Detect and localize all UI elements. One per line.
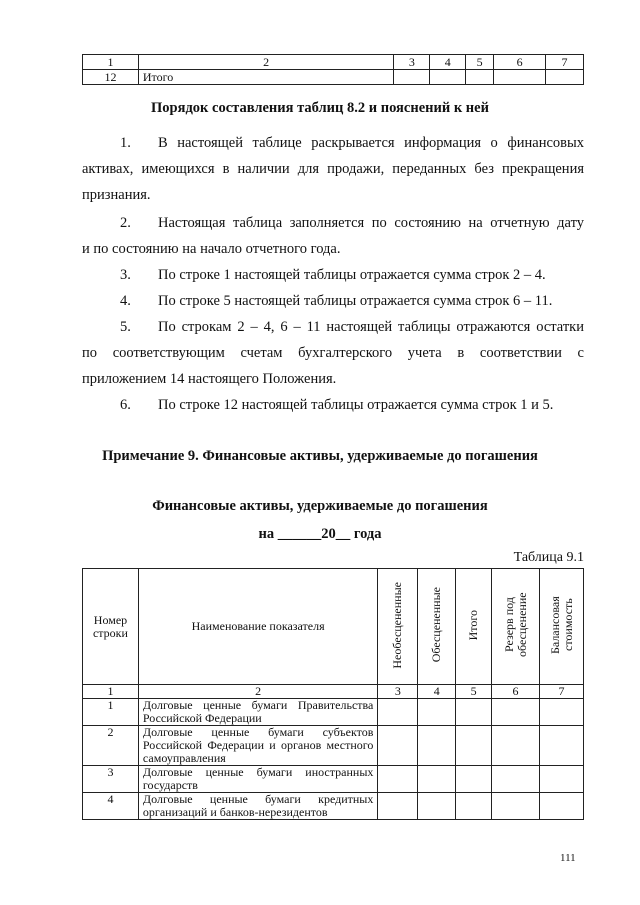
table-header-row bbox=[83, 569, 584, 685]
row-name: Итого bbox=[138, 70, 393, 85]
empty-cell bbox=[378, 699, 418, 726]
header-row-number: Номер строки bbox=[83, 569, 139, 685]
header-text: Обесцененные bbox=[429, 587, 444, 663]
col-number: 3 bbox=[394, 55, 430, 70]
col-number: 7 bbox=[540, 685, 584, 699]
empty-cell bbox=[418, 726, 456, 766]
row-number: 3 bbox=[83, 766, 139, 793]
empty-cell bbox=[456, 726, 492, 766]
empty-cell bbox=[418, 793, 456, 820]
header-text: Итого bbox=[466, 609, 481, 641]
table-9-1 bbox=[82, 568, 584, 820]
item-number: 1. bbox=[120, 135, 131, 151]
empty-cell bbox=[378, 766, 418, 793]
col-number: 7 bbox=[546, 55, 584, 70]
text-line: и по состоянию на начало отчетного года. bbox=[82, 241, 341, 257]
paragraph-2 bbox=[82, 210, 584, 262]
row-name: Долговые ценные бумаги субъектов Российской Федерации и органов местного самоуправления bbox=[138, 726, 377, 766]
header-text: Необесцененные bbox=[390, 581, 405, 669]
col-number: 6 bbox=[492, 685, 540, 699]
item-number: 4. bbox=[120, 293, 131, 309]
row-name: Долговые ценные бумаги кредитных организаций и банков-нерезидентов bbox=[138, 793, 377, 820]
empty-cell bbox=[456, 766, 492, 793]
text-line: приложением 14 настоящего Положения. bbox=[82, 371, 337, 387]
row-number: 2 bbox=[83, 726, 139, 766]
item-number: 2. bbox=[120, 215, 131, 231]
column-number-row bbox=[83, 685, 584, 699]
col-number: 5 bbox=[456, 685, 492, 699]
item-number: 5. bbox=[120, 319, 131, 335]
table-row bbox=[83, 70, 584, 85]
text-line: По строке 1 настоящей таблицы отражается сумма строк 2 – 4. bbox=[158, 267, 546, 283]
empty-cell bbox=[430, 70, 466, 85]
table-row bbox=[83, 726, 584, 766]
empty-cell bbox=[492, 766, 540, 793]
note-heading: Примечание 9. Финансовые активы, удерживаемые до погашения bbox=[102, 448, 538, 464]
empty-cell bbox=[394, 70, 430, 85]
empty-cell bbox=[378, 726, 418, 766]
paragraph-1 bbox=[82, 130, 584, 208]
empty-cell bbox=[378, 793, 418, 820]
col-number: 4 bbox=[418, 685, 456, 699]
col-number: 4 bbox=[430, 55, 466, 70]
paragraph-5 bbox=[82, 314, 584, 392]
header-col4 bbox=[418, 569, 456, 685]
row-number: 4 bbox=[83, 793, 139, 820]
header-col3 bbox=[378, 569, 418, 685]
header-col7 bbox=[540, 569, 584, 685]
header-col6 bbox=[492, 569, 540, 685]
row-number: 12 bbox=[83, 70, 139, 85]
empty-cell bbox=[418, 766, 456, 793]
empty-cell bbox=[466, 70, 494, 85]
col-number: 6 bbox=[494, 55, 546, 70]
continuation-table bbox=[82, 54, 584, 85]
text-line: активах, имеющихся в наличии для продажи, переданных без прекращения bbox=[82, 161, 584, 177]
text-line: По строке 12 настоящей таблицы отражается сумма строк 1 и 5. bbox=[158, 397, 554, 413]
col-number: 3 bbox=[378, 685, 418, 699]
table-label: Таблица 9.1 bbox=[513, 550, 584, 565]
col-number: 2 bbox=[138, 55, 393, 70]
empty-cell bbox=[546, 70, 584, 85]
col-number: 1 bbox=[83, 685, 139, 699]
table-row bbox=[83, 793, 584, 820]
paragraph-4 bbox=[82, 288, 584, 314]
row-name: Долговые ценные бумаги Правительства Российской Федерации bbox=[138, 699, 377, 726]
row-number: 1 bbox=[83, 699, 139, 726]
header-text: Резерв под обесценение bbox=[501, 592, 529, 658]
section-heading: Порядок составления таблиц 8.2 и пояснений к ней bbox=[151, 100, 489, 116]
empty-cell bbox=[494, 70, 546, 85]
page-number: 111 bbox=[560, 852, 576, 864]
table-header-row bbox=[83, 55, 584, 70]
table-title: Финансовые активы, удерживаемые до погашения bbox=[152, 498, 488, 514]
paragraph-6 bbox=[82, 392, 584, 418]
table-row bbox=[83, 766, 584, 793]
empty-cell bbox=[540, 793, 584, 820]
text-line: признания. bbox=[82, 187, 151, 203]
row-name: Долговые ценные бумаги иностранных государств bbox=[138, 766, 377, 793]
item-number: 6. bbox=[120, 397, 131, 413]
text-line: Настоящая таблица заполняется по состоянию на отчетную дату bbox=[158, 215, 584, 231]
header-name: Наименование показателя bbox=[138, 569, 377, 685]
empty-cell bbox=[492, 726, 540, 766]
table-row bbox=[83, 699, 584, 726]
paragraph-3 bbox=[82, 262, 584, 288]
col-number: 1 bbox=[83, 55, 139, 70]
text-line: По строкам 2 – 4, 6 – 11 настоящей таблицы отражаются остатки bbox=[158, 319, 584, 335]
empty-cell bbox=[540, 699, 584, 726]
empty-cell bbox=[540, 766, 584, 793]
col-number: 2 bbox=[138, 685, 377, 699]
item-number: 3. bbox=[120, 267, 131, 283]
empty-cell bbox=[492, 699, 540, 726]
empty-cell bbox=[492, 793, 540, 820]
text-line: По строке 5 настоящей таблицы отражается сумма строк 6 – 11. bbox=[158, 293, 553, 309]
col-number: 5 bbox=[466, 55, 494, 70]
text-line: В настоящей таблице раскрывается информация о финансовых bbox=[158, 135, 584, 151]
empty-cell bbox=[456, 793, 492, 820]
date-line: на ______20__ года bbox=[258, 526, 382, 542]
header-col5 bbox=[456, 569, 492, 685]
empty-cell bbox=[418, 699, 456, 726]
empty-cell bbox=[540, 726, 584, 766]
header-text: Балансовая стоимость bbox=[547, 596, 575, 654]
empty-cell bbox=[456, 699, 492, 726]
text-line: по соответствующим счетам бухгалтерского учета в соответствии с bbox=[82, 345, 584, 361]
